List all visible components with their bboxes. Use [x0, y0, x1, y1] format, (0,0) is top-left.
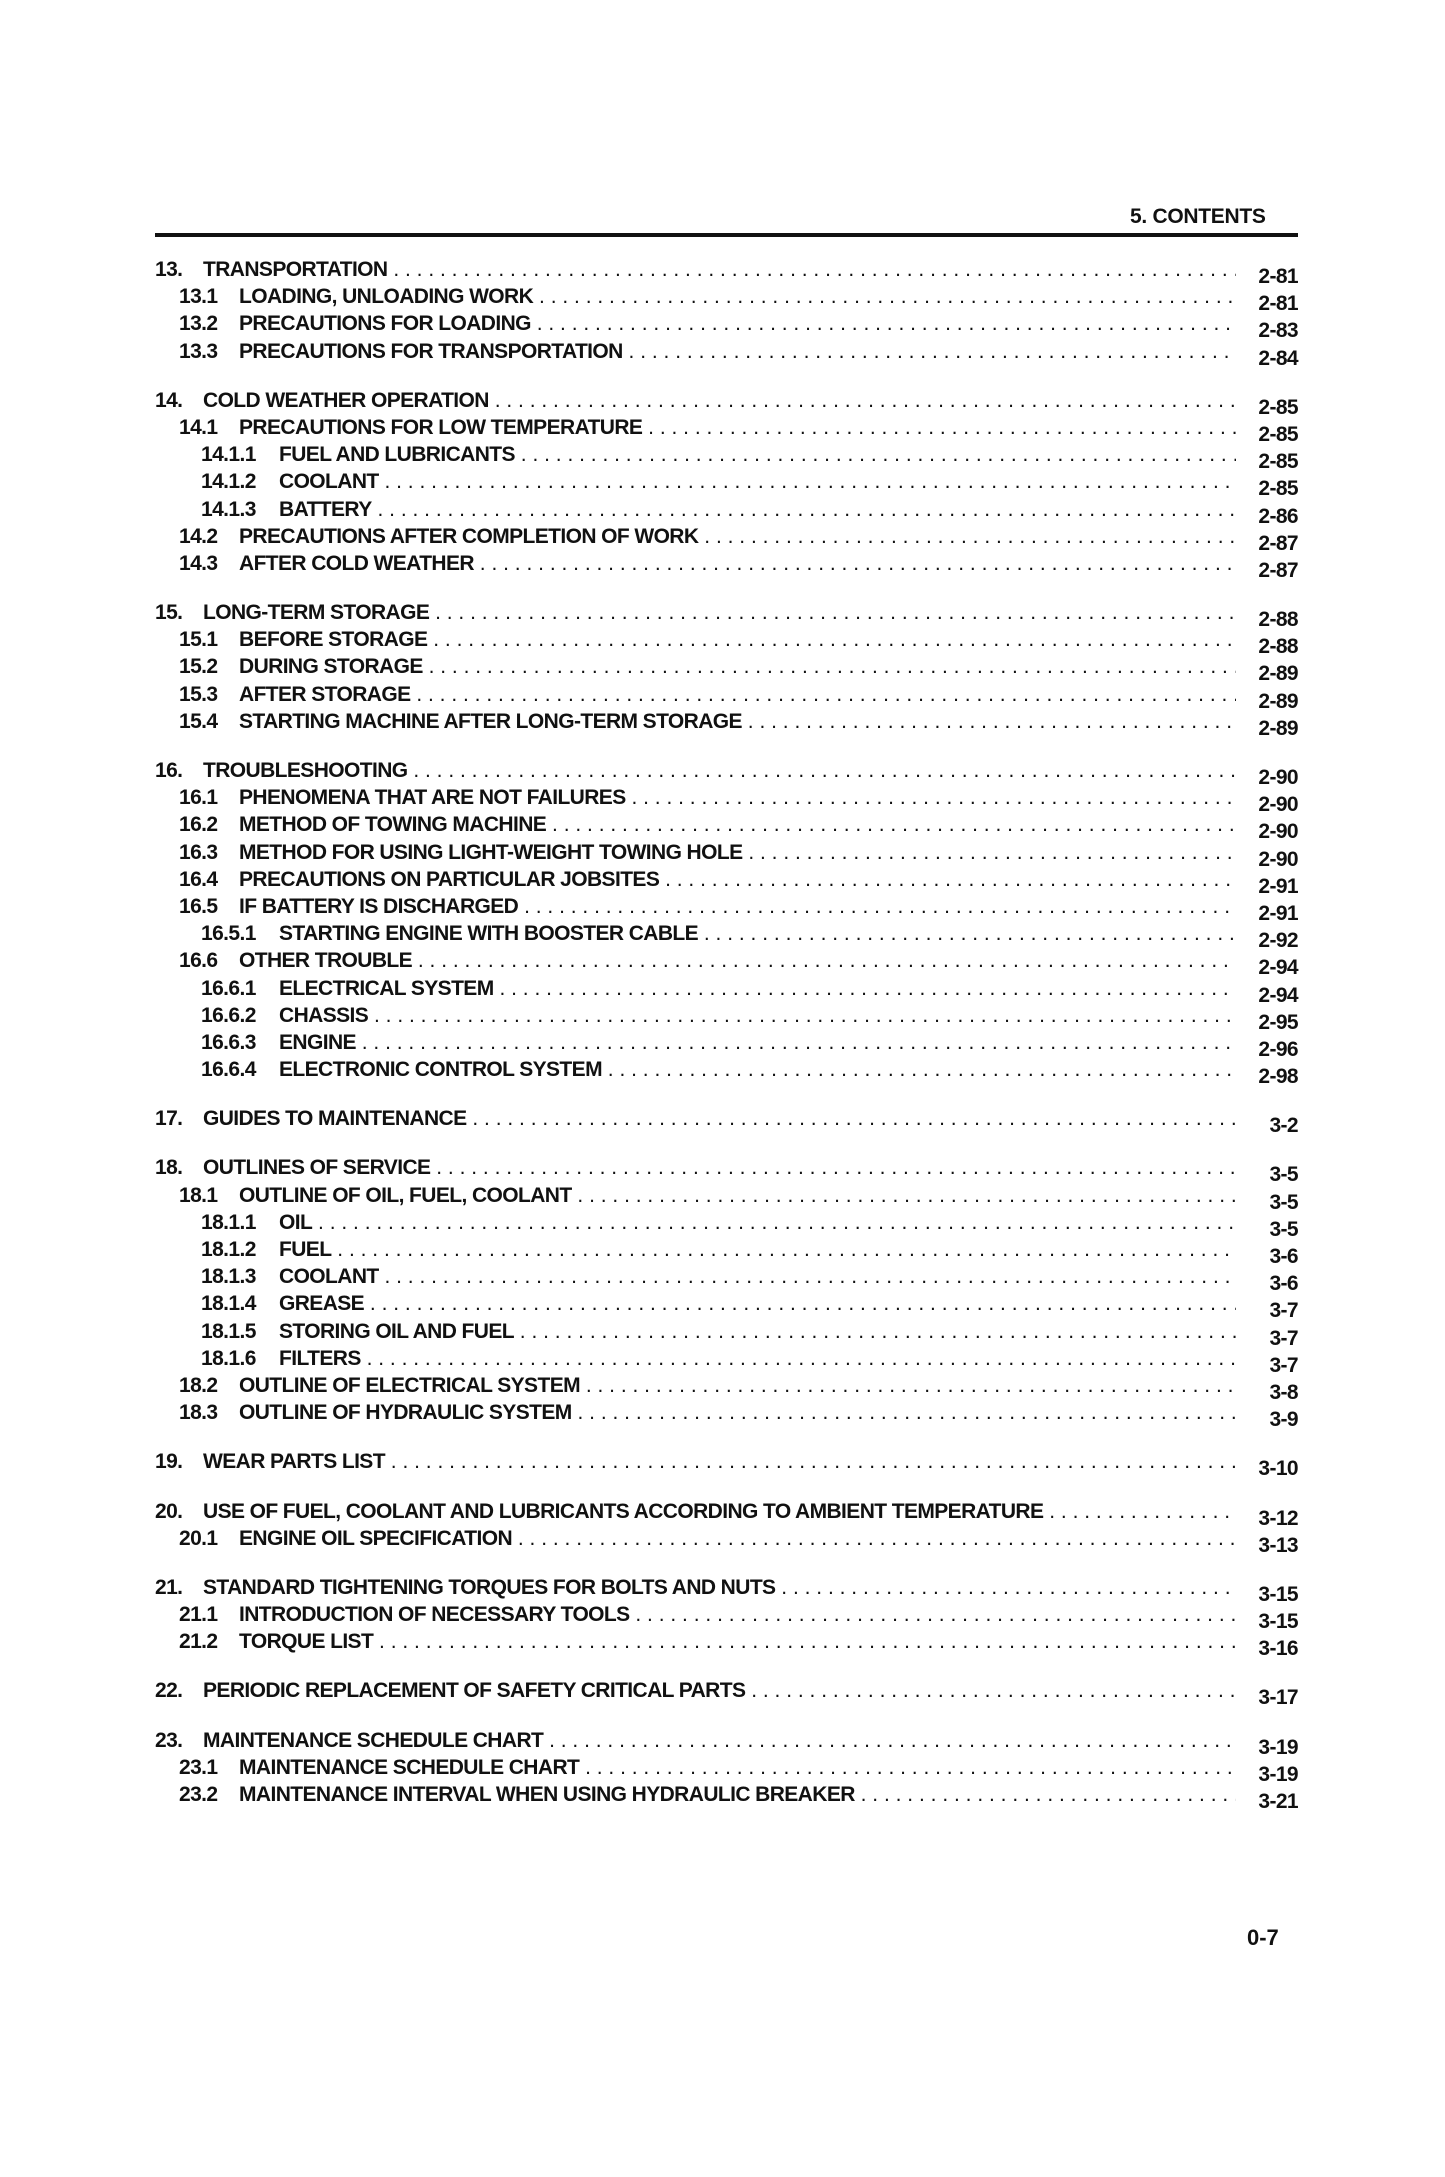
- toc-entry[interactable]: [155, 783, 1298, 817]
- toc-entry-title-leader: [203, 1156, 1236, 1180]
- toc-entry-page: 3-16: [1258, 1637, 1298, 1661]
- toc-entry-title-leader: [239, 1756, 1236, 1780]
- toc-entry-title: TRANSPORTATION: [203, 258, 388, 281]
- toc-entry-number: 19.: [155, 1450, 183, 1474]
- toc-entry-title-leader: [203, 1107, 1236, 1131]
- toc-entry-number: 13.2: [179, 312, 218, 336]
- toc-entry-title: PRECAUTIONS AFTER COMPLETION OF WORK: [239, 524, 699, 548]
- toc-entry-page: 3-7: [1269, 1299, 1298, 1323]
- toc-entry[interactable]: [155, 1262, 1298, 1296]
- toc-entry-page: 3-19: [1258, 1735, 1298, 1759]
- toc-entry-title-leader: [239, 710, 1236, 734]
- toc-entry[interactable]: [155, 1289, 1298, 1323]
- toc-entry[interactable]: [155, 1055, 1298, 1089]
- toc-entry-title: ELECTRONIC CONTROL SYSTEM: [279, 1058, 602, 1082]
- toc-entry-number: 13.1: [179, 285, 218, 309]
- toc-entry[interactable]: [155, 1398, 1298, 1432]
- toc-entry-page: 2-85: [1258, 422, 1298, 446]
- toc-entry-title: ENGINE OIL SPECIFICATION: [239, 1526, 513, 1550]
- toc-group: [155, 1573, 1298, 1661]
- toc-entry-title-leader: [279, 1004, 1236, 1028]
- toc-entry-title: USE OF FUEL, COOLANT AND LUBRICANTS ACCORDING TO AMBIENT TEMPERATURE: [203, 1499, 1044, 1523]
- toc-entry-number: 22.: [155, 1679, 183, 1703]
- toc-entry[interactable]: [155, 810, 1298, 844]
- toc-entry-title-leader: [239, 786, 1236, 810]
- header-rule: [155, 233, 1298, 237]
- toc-entry[interactable]: [155, 1600, 1298, 1634]
- toc-entry-title: METHOD OF TOWING MACHINE: [239, 813, 547, 837]
- toc-entry-page: 2-98: [1258, 1065, 1298, 1089]
- toc-entry-number: 15.: [155, 601, 183, 625]
- toc-entry-title: PRECAUTIONS FOR TRANSPORTATION: [239, 339, 623, 363]
- toc-entry[interactable]: [155, 1524, 1298, 1557]
- toc-entry-title-leader: [203, 1500, 1236, 1524]
- toc-entry-title: OUTLINE OF ELECTRICAL SYSTEM: [239, 1373, 580, 1397]
- toc-entry-title: GREASE: [279, 1292, 365, 1316]
- toc-entry-number: 23.2: [179, 1783, 218, 1806]
- toc-entry-title-leader: [279, 1292, 1236, 1316]
- toc-entry-title: FUEL AND LUBRICANTS: [279, 443, 515, 467]
- toc-entry-page: 2-90: [1258, 766, 1298, 789]
- toc-entry-page: 3-5: [1269, 1190, 1298, 1214]
- toc-entry[interactable]: [155, 1028, 1298, 1061]
- toc-entry-title-leader: [203, 759, 1236, 783]
- toc-entry-title: BEFORE STORAGE: [239, 628, 428, 652]
- toc-entry[interactable]: [155, 974, 1298, 1007]
- toc-entry[interactable]: [155, 919, 1298, 953]
- toc-entry-title-leader: [203, 258, 1236, 282]
- toc-entry[interactable]: [155, 652, 1298, 686]
- toc-entry-number: 23.: [155, 1728, 183, 1752]
- toc-group: [155, 255, 1298, 370]
- toc-entry-title-leader: [239, 949, 1236, 973]
- toc-group: [155, 1104, 1298, 1138]
- toc-entry-number: 18.3: [179, 1401, 218, 1425]
- toc-entry-page: 2-89: [1258, 716, 1298, 740]
- toc-entry[interactable]: [155, 255, 1298, 288]
- toc-entry-page: 2-94: [1258, 983, 1298, 1007]
- toc-entry-title: MAINTENANCE SCHEDULE CHART: [203, 1728, 544, 1752]
- toc-entry-title-leader: [203, 1450, 1236, 1474]
- toc-entry-page: 2-94: [1258, 956, 1298, 980]
- toc-entry-page: 2-87: [1258, 531, 1298, 555]
- page-number: 0-7: [1247, 1925, 1279, 1950]
- toc-entry-title: PERIODIC REPLACEMENT OF SAFETY CRITICAL PARTS: [203, 1679, 746, 1703]
- toc-entry-page: 3-21: [1258, 1790, 1298, 1813]
- toc-group: [155, 386, 1298, 582]
- toc-group: [155, 1497, 1298, 1557]
- toc-entry-page: 3-6: [1269, 1245, 1298, 1268]
- toc-entry-title-leader: [239, 841, 1236, 865]
- toc-entry-title: GUIDES TO MAINTENANCE: [203, 1107, 467, 1131]
- toc-entry[interactable]: [155, 625, 1298, 659]
- toc-entry[interactable]: [155, 1208, 1298, 1241]
- toc-entry[interactable]: [155, 1104, 1298, 1138]
- toc-entry[interactable]: [155, 1447, 1298, 1481]
- toc-entry-title-leader: [203, 1679, 1236, 1703]
- toc-entry-number: 18.1.3: [201, 1265, 256, 1289]
- toc-entry-title-leader: [279, 1347, 1236, 1371]
- toc-entry-number: 16.2: [179, 813, 218, 837]
- toc-entry-page: 2-89: [1258, 662, 1298, 686]
- toc-entry[interactable]: [155, 1753, 1298, 1786]
- toc-entry-page: 2-85: [1258, 395, 1298, 419]
- toc-entry-title: BATTERY: [279, 497, 372, 521]
- toc-entry-number: 16.5.1: [201, 922, 256, 946]
- toc-entry-page: 2-81: [1258, 265, 1298, 288]
- toc-entry-title-leader: [279, 977, 1236, 1001]
- toc-entry-title: STORING OIL AND FUEL: [279, 1319, 514, 1343]
- toc-group: [155, 756, 1298, 1089]
- toc-entry-title: OIL: [279, 1210, 313, 1234]
- toc-entry-number: 21.1: [179, 1603, 218, 1627]
- toc-entry[interactable]: [155, 707, 1298, 740]
- toc-entry-title: TROUBLESHOOTING: [203, 759, 408, 782]
- toc-entry-title: LONG-TERM STORAGE: [203, 601, 430, 625]
- toc-entry-title-leader: [239, 1184, 1236, 1208]
- toc-entry-number: 18.1.5: [201, 1319, 256, 1343]
- toc-entry[interactable]: [155, 1153, 1298, 1187]
- toc-entry-number: 14.1.3: [201, 497, 256, 521]
- toc-entry[interactable]: [155, 495, 1298, 528]
- toc-entry-page: 3-9: [1269, 1408, 1298, 1432]
- toc-entry-title-leader: [239, 552, 1236, 576]
- toc-entry-number: 18.1.1: [201, 1210, 256, 1234]
- toc-entry-title: COOLANT: [279, 1265, 379, 1289]
- toc-entry-title: ENGINE: [279, 1030, 356, 1054]
- toc-entry-page: 2-85: [1258, 477, 1298, 501]
- toc-entry-page: 3-19: [1258, 1762, 1298, 1786]
- toc-entry-page: 2-92: [1258, 929, 1298, 953]
- toc-entry-page: 2-84: [1258, 346, 1298, 370]
- toc-entry-title: CHASSIS: [279, 1003, 369, 1027]
- toc-entry-number: 18.1.2: [201, 1238, 256, 1261]
- toc-entry[interactable]: [155, 892, 1298, 925]
- toc-entry-title-leader: [239, 1783, 1236, 1807]
- toc-entry[interactable]: [155, 1235, 1298, 1268]
- toc-entry-title: OTHER TROUBLE: [239, 949, 413, 973]
- toc-entry-number: 16.3: [179, 840, 218, 864]
- toc-entry-number: 14.1: [179, 415, 218, 439]
- section-title: 5. CONTENTS: [1130, 205, 1266, 228]
- toc-entry-title: INTRODUCTION OF NECESSARY TOOLS: [239, 1603, 630, 1627]
- toc-entry[interactable]: [155, 549, 1298, 582]
- toc-entry-title-leader: [279, 1058, 1236, 1082]
- toc-group: [155, 1726, 1298, 1813]
- toc-entry-number: 20.: [155, 1499, 183, 1523]
- toc-entry-title: STANDARD TIGHTENING TORQUES FOR BOLTS AND NUTS: [203, 1575, 776, 1599]
- toc-entry-number: 18.2: [179, 1373, 218, 1397]
- toc-entry-title-leader: [279, 1031, 1236, 1055]
- toc-entry-number: 18.1.6: [201, 1346, 256, 1370]
- toc-entry-page: 3-2: [1269, 1114, 1298, 1138]
- toc-entry-page: 3-17: [1258, 1686, 1298, 1710]
- toc-entry-page: 3-13: [1258, 1533, 1298, 1557]
- toc-entry-number: 15.2: [179, 655, 218, 679]
- toc-entry-number: 18.: [155, 1156, 183, 1180]
- toc-entry[interactable]: [155, 865, 1298, 898]
- toc-entry[interactable]: [155, 413, 1298, 446]
- toc-entry-number: 17.: [155, 1107, 183, 1131]
- toc-entry-number: 16.6: [179, 949, 218, 973]
- table-of-contents: [155, 255, 1298, 1829]
- toc-entry-page: 3-5: [1269, 1217, 1298, 1241]
- toc-entry-title-leader: [279, 443, 1236, 467]
- toc-entry-title: OUTLINE OF HYDRAULIC SYSTEM: [239, 1401, 572, 1425]
- toc-entry-title-leader: [239, 1603, 1236, 1627]
- toc-entry-number: 15.4: [179, 709, 218, 733]
- toc-entry[interactable]: [155, 838, 1298, 871]
- toc-entry-number: 15.3: [179, 682, 218, 706]
- toc-entry-title-leader: [239, 416, 1236, 440]
- toc-entry-title-leader: [239, 525, 1236, 549]
- toc-entry-page: 2-88: [1258, 635, 1298, 659]
- toc-entry-page: 3-5: [1269, 1163, 1298, 1187]
- toc-entry[interactable]: [155, 1371, 1298, 1404]
- toc-entry-title: WEAR PARTS LIST: [203, 1450, 385, 1474]
- toc-entry-title: PHENOMENA THAT ARE NOT FAILURES: [239, 786, 626, 810]
- toc-entry-number: 14.1.2: [201, 470, 256, 494]
- toc-entry-number: 16.1: [179, 786, 218, 810]
- toc-entry[interactable]: [155, 680, 1298, 713]
- toc-entry-title: OUTLINES OF SERVICE: [203, 1156, 431, 1180]
- toc-entry-page: 2-90: [1258, 793, 1298, 817]
- toc-entry-number: 13.3: [179, 339, 218, 363]
- toc-entry-title: AFTER COLD WEATHER: [239, 551, 474, 575]
- toc-entry-title-leader: [239, 895, 1236, 919]
- toc-entry[interactable]: [155, 1001, 1298, 1034]
- toc-entry[interactable]: [155, 440, 1298, 474]
- toc-entry-title: STARTING MACHINE AFTER LONG-TERM STORAGE: [239, 709, 742, 733]
- toc-entry-number: 14.3: [179, 551, 218, 575]
- toc-entry-page: 2-89: [1258, 689, 1298, 713]
- toc-entry-number: 13.: [155, 258, 183, 281]
- toc-entry-number: 20.1: [179, 1526, 218, 1550]
- toc-entry-title: PRECAUTIONS FOR LOADING: [239, 312, 531, 336]
- toc-entry-title-leader: [279, 1211, 1236, 1235]
- toc-entry[interactable]: [155, 386, 1298, 419]
- toc-entry-title-leader: [239, 1401, 1236, 1425]
- toc-entry-number: 14.1.1: [201, 443, 256, 467]
- toc-entry-number: 16.4: [179, 867, 218, 891]
- toc-entry-page: 3-15: [1258, 1610, 1298, 1634]
- toc-entry-number: 15.1: [179, 628, 218, 652]
- toc-entry-page: 2-90: [1258, 847, 1298, 871]
- toc-entry-number: 16.6.4: [201, 1058, 256, 1082]
- toc-entry-title-leader: [239, 868, 1236, 892]
- toc-entry[interactable]: [155, 1181, 1298, 1214]
- toc-entry-page: 3-7: [1269, 1353, 1298, 1377]
- toc-entry-title: FILTERS: [279, 1346, 361, 1370]
- toc-entry[interactable]: [155, 1573, 1298, 1606]
- toc-entry-number: 14.: [155, 388, 183, 412]
- toc-entry-page: 2-88: [1258, 608, 1298, 632]
- toc-entry-page: 2-95: [1258, 1010, 1298, 1034]
- toc-entry-number: 23.1: [179, 1755, 218, 1779]
- toc-entry-page: 2-91: [1258, 901, 1298, 925]
- toc-entry-title-leader: [279, 922, 1236, 946]
- toc-entry-title: MAINTENANCE SCHEDULE CHART: [239, 1755, 580, 1779]
- toc-group: [155, 598, 1298, 740]
- toc-entry-title-leader: [203, 601, 1236, 625]
- toc-group: [155, 1447, 1298, 1481]
- toc-entry[interactable]: [155, 467, 1298, 501]
- toc-entry-number: 16.: [155, 759, 183, 782]
- toc-entry-title-leader: [239, 1374, 1236, 1398]
- toc-entry-title: AFTER STORAGE: [239, 682, 411, 706]
- toc-entry-number: 18.1: [179, 1183, 218, 1207]
- toc-entry-page: 3-15: [1258, 1582, 1298, 1606]
- toc-entry[interactable]: [155, 1627, 1298, 1661]
- toc-entry-number: 16.6.3: [201, 1030, 256, 1054]
- toc-entry-title-leader: [279, 1320, 1236, 1344]
- toc-entry-title-leader: [239, 628, 1236, 652]
- toc-entry-title: FUEL: [279, 1238, 332, 1261]
- toc-entry-number: 16.5: [179, 894, 218, 918]
- toc-entry-title-leader: [239, 340, 1236, 364]
- toc-entry-title: COOLANT: [279, 470, 379, 494]
- toc-entry-page: 3-8: [1269, 1380, 1298, 1404]
- toc-entry-title: METHOD FOR USING LIGHT-WEIGHT TOWING HOLE: [239, 840, 743, 864]
- toc-entry[interactable]: [155, 1676, 1298, 1710]
- toc-entry[interactable]: [155, 1497, 1298, 1530]
- toc-entry-page: 2-91: [1258, 874, 1298, 898]
- toc-entry-page: 3-12: [1258, 1506, 1298, 1530]
- toc-entry-number: 21.2: [179, 1630, 218, 1654]
- toc-entry-number: 14.2: [179, 524, 218, 548]
- toc-entry[interactable]: [155, 598, 1298, 632]
- toc-entry-title-leader: [203, 1576, 1236, 1600]
- toc-entry[interactable]: [155, 282, 1298, 316]
- toc-group: [155, 1153, 1298, 1432]
- toc-entry[interactable]: [155, 1780, 1298, 1813]
- toc-entry-title: MAINTENANCE INTERVAL WHEN USING HYDRAULIC BREAKER: [239, 1783, 855, 1806]
- toc-entry-page: 2-96: [1258, 1037, 1298, 1061]
- toc-entry-page: 2-85: [1258, 450, 1298, 474]
- toc-entry-title: TORQUE LIST: [239, 1630, 374, 1654]
- toc-entry-title-leader: [239, 683, 1236, 707]
- toc-entry-title-leader: [203, 389, 1236, 413]
- toc-entry-page: 3-6: [1269, 1272, 1298, 1296]
- toc-entry[interactable]: [155, 1344, 1298, 1377]
- toc-entry-title-leader: [279, 1265, 1236, 1289]
- toc-entry-number: 16.6.2: [201, 1003, 256, 1027]
- toc-entry-page: 2-81: [1258, 292, 1298, 316]
- toc-entry-title-leader: [239, 655, 1236, 679]
- toc-entry-title-leader: [239, 1527, 1236, 1551]
- toc-entry-title-leader: [239, 312, 1236, 336]
- toc-entry-title: COLD WEATHER OPERATION: [203, 388, 489, 412]
- toc-entry-page: 2-90: [1258, 820, 1298, 844]
- toc-entry[interactable]: [155, 756, 1298, 789]
- toc-group: [155, 1676, 1298, 1710]
- toc-entry-title: DURING STORAGE: [239, 655, 423, 679]
- toc-entry-title-leader: [203, 1729, 1236, 1753]
- toc-entry-title-leader: [279, 1238, 1236, 1262]
- toc-entry-title-leader: [239, 813, 1236, 837]
- toc-entry-title-leader: [239, 285, 1236, 309]
- toc-entry-number: 21.: [155, 1575, 183, 1599]
- toc-entry-title-leader: [279, 470, 1236, 494]
- toc-entry-page: 2-87: [1258, 558, 1298, 582]
- toc-entry-page: 2-86: [1258, 504, 1298, 528]
- toc-entry-title: STARTING ENGINE WITH BOOSTER CABLE: [279, 922, 699, 946]
- toc-entry-title-leader: [239, 1630, 1236, 1654]
- toc-entry-number: 16.6.1: [201, 976, 256, 1000]
- toc-entry-title: ELECTRICAL SYSTEM: [279, 976, 494, 1000]
- toc-entry-title: PRECAUTIONS FOR LOW TEMPERATURE: [239, 415, 643, 439]
- toc-entry-number: 18.1.4: [201, 1292, 256, 1316]
- toc-entry-title-leader: [279, 498, 1236, 522]
- toc-entry-title: LOADING, UNLOADING WORK: [239, 285, 534, 309]
- toc-entry[interactable]: [155, 1726, 1298, 1759]
- toc-entry-title: PRECAUTIONS ON PARTICULAR JOBSITES: [239, 867, 660, 891]
- toc-entry[interactable]: [155, 337, 1298, 370]
- toc-entry-title: IF BATTERY IS DISCHARGED: [239, 894, 519, 918]
- toc-entry-title: OUTLINE OF OIL, FUEL, COOLANT: [239, 1183, 572, 1207]
- toc-entry[interactable]: [155, 309, 1298, 343]
- toc-entry[interactable]: [155, 1317, 1298, 1350]
- toc-entry[interactable]: [155, 522, 1298, 555]
- toc-entry[interactable]: [155, 946, 1298, 980]
- toc-entry-page: 2-83: [1258, 319, 1298, 343]
- toc-entry-page: 3-7: [1269, 1326, 1298, 1350]
- toc-entry-page: 3-10: [1258, 1457, 1298, 1481]
